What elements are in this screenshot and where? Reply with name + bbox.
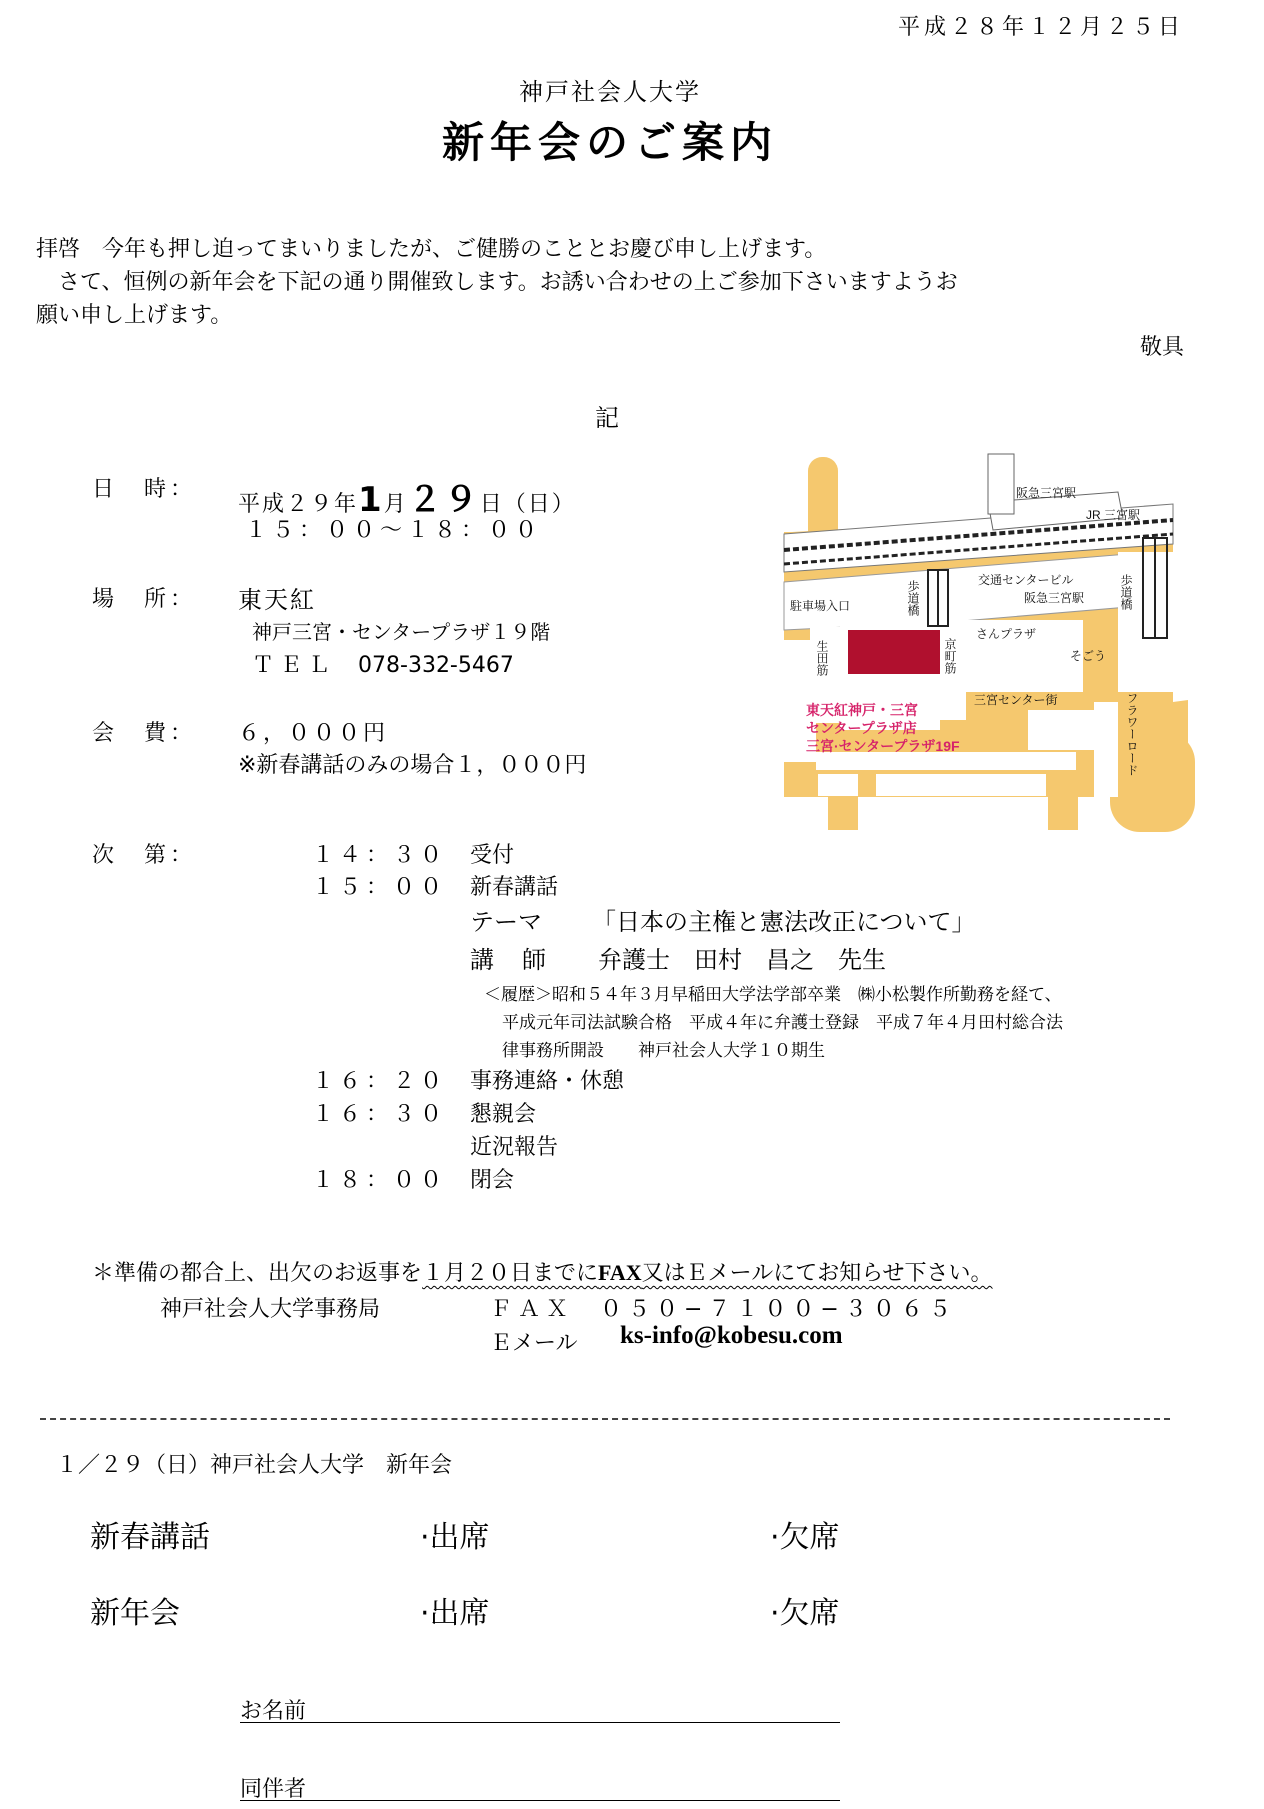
date-day: ２９ <box>407 480 480 520</box>
reply-row-1-label: 新春講話 <box>90 1520 210 1555</box>
notice-deadline <box>422 1261 993 1286</box>
map-label-flower-road: フラワーロード <box>1125 692 1139 776</box>
notice-star: ＊ <box>92 1261 115 1286</box>
program-item-2: 新春講話 <box>470 875 559 900</box>
lecturer-name: 弁護士 田村 昌之 先生 <box>598 946 886 974</box>
map-label-jr-station: JR 三宮駅 <box>1086 508 1141 522</box>
datetime-label: 日 時： <box>92 477 197 502</box>
map-label-san-plaza: さんプラザ <box>976 627 1037 641</box>
map-label-sogo: そごう <box>1070 649 1107 663</box>
reply-row-2-label: 新年会 <box>90 1596 180 1631</box>
map-block-lower-6 <box>1028 710 1094 750</box>
date-month-unit: 月 <box>383 492 408 517</box>
map-label-ikuta: 生田筋 <box>815 640 829 676</box>
program-item-1: 受付 <box>470 843 515 868</box>
map-label-hankyu: 阪急三宮駅 <box>1024 591 1085 605</box>
theme-text: 「日本の主権と憲法改正について」 <box>592 908 976 936</box>
companion-field-line[interactable] <box>240 1800 840 1801</box>
reply-row-2-absent[interactable]: ·欠席 <box>770 1596 840 1631</box>
greeting-closing: 敬具 <box>1139 335 1184 360</box>
program-time-2: １５：００ <box>312 875 448 900</box>
program-item-5: 閉会 <box>470 1168 515 1193</box>
reply-row-1-absent[interactable]: ·欠席 <box>770 1520 840 1555</box>
fee-amount: ６，０００円 <box>238 721 389 746</box>
reply-header: １／２９（日）神戸社会人大学 新年会 <box>56 1453 453 1478</box>
map-block-lower-3 <box>818 774 858 796</box>
lecturer-label: 講 師 <box>470 946 548 974</box>
map-label-parking: 駐車場入口 <box>790 599 851 613</box>
map-road-corner <box>1110 732 1195 832</box>
map-shop-line-1: 東天紅神戸・三宮 <box>806 702 918 718</box>
office-name: 神戸社会人大学事務局 <box>160 1297 381 1322</box>
map-block-lower-5 <box>1094 702 1118 797</box>
notice-fax-word: FAX <box>598 1260 642 1285</box>
rsvp-notice <box>92 1256 993 1287</box>
map-block-sogo <box>1118 552 1173 692</box>
reply-row-1-attend[interactable]: ·出席 <box>420 1520 490 1555</box>
map-label-kyomachi: 京町筋 <box>943 638 957 674</box>
event-time: １５：００〜１８：００ <box>245 518 543 543</box>
tel-number: 078-332-5467 <box>358 653 514 678</box>
program-item-4b: 近況報告 <box>470 1135 559 1160</box>
bio-line-2: 平成元年司法試験合格 平成４年に弁護士登録 平成７年４月田村総合法 <box>502 1013 1063 1033</box>
venue-address: 神戸三宮・センタープラザ１９階 <box>252 620 551 644</box>
map-label-bridge-2: 歩道橋 <box>1119 574 1133 610</box>
ki-heading: 記 <box>595 404 619 432</box>
map-label-kotsu: 交通センタービル <box>978 573 1074 587</box>
fee-note: ※新春講話のみの場合１，０００円 <box>238 753 587 778</box>
organization-name: 神戸社会人大学 <box>519 78 701 106</box>
map-shop-line-3: 三宮·センタープラザ19F <box>806 738 960 754</box>
date-prefix: 平成２９年 <box>238 492 359 517</box>
bio-line-1: ＜履歴＞昭和５４年３月早稲田大学法学部卒業 ㈱小松製作所勤務を経て、 <box>484 985 1062 1005</box>
map-block-lower-4 <box>876 774 1046 796</box>
program-label: 次 第： <box>92 843 197 868</box>
companion-label: 同伴者 <box>240 1777 307 1802</box>
program-item-4: 懇親会 <box>470 1102 537 1127</box>
program-item-3: 事務連絡・休憩 <box>470 1069 625 1094</box>
map-venue <box>848 630 940 674</box>
greeting-line-2: さて、恒例の新年会を下記の通り開催致します。お誘い合わせの上ご参加下さいますようお <box>36 270 958 295</box>
map-label-center-street: 三宮センター街 <box>974 693 1058 707</box>
email-address[interactable]: ks-info@kobesu.com <box>620 1322 843 1349</box>
reply-row-2-attend[interactable]: ·出席 <box>420 1596 490 1631</box>
issue-date: 平成２８年１２月２５日 <box>897 15 1184 40</box>
tel-label: ＴＥＬ <box>252 653 337 678</box>
name-field-line[interactable] <box>240 1722 840 1723</box>
date-month: 1 <box>358 480 384 520</box>
map-label-bridge-1: 歩道橋 <box>906 580 920 616</box>
program-time-3: １６：２０ <box>312 1069 448 1094</box>
greeting-line-1: 拝啓 今年も押し迫ってまいりましたが、ご健勝のこととお慶び申し上げます。 <box>36 237 827 262</box>
fax-label: ＦＡＸ <box>490 1297 575 1322</box>
venue-phone <box>252 648 514 679</box>
greeting-line-3: 願い申し上げます。 <box>36 303 233 328</box>
program-time-4: １６：３０ <box>312 1102 448 1127</box>
map-station-tower <box>988 454 1014 514</box>
venue-map <box>778 452 1196 848</box>
email-label: Ｅメール <box>490 1331 578 1356</box>
fee-label: 会 費： <box>92 721 197 746</box>
notice-pre: 準備の都合上、出欠のお返事を <box>114 1261 423 1286</box>
bio-line-3: 律事務所開設 神戸社会人大学１０期生 <box>502 1041 825 1061</box>
name-label: お名前 <box>240 1699 307 1724</box>
map-block-lower-2 <box>816 752 1076 770</box>
map-shop-line-2: センタープラザ店 <box>806 720 917 736</box>
program-time-5: １８：００ <box>312 1168 448 1193</box>
fax-number: ０５０−７１００−３０６５ <box>600 1297 957 1322</box>
notice-post: 又はＥメールにてお知らせ下さい。 <box>641 1261 993 1286</box>
program-time-1: １４：３０ <box>312 843 448 868</box>
venue-name: 東天紅 <box>238 586 316 614</box>
cut-line <box>40 1418 1170 1420</box>
notice-deadline-text: １月２０日までに <box>422 1261 599 1286</box>
page-title: 新年会のご案内 <box>441 118 778 167</box>
place-label: 場 所： <box>92 587 197 612</box>
map-label-hankyu-station: 阪急三宮駅 <box>1016 486 1077 500</box>
theme-label: テーマ <box>470 908 542 936</box>
date-day-unit: 日（日） <box>479 492 576 517</box>
